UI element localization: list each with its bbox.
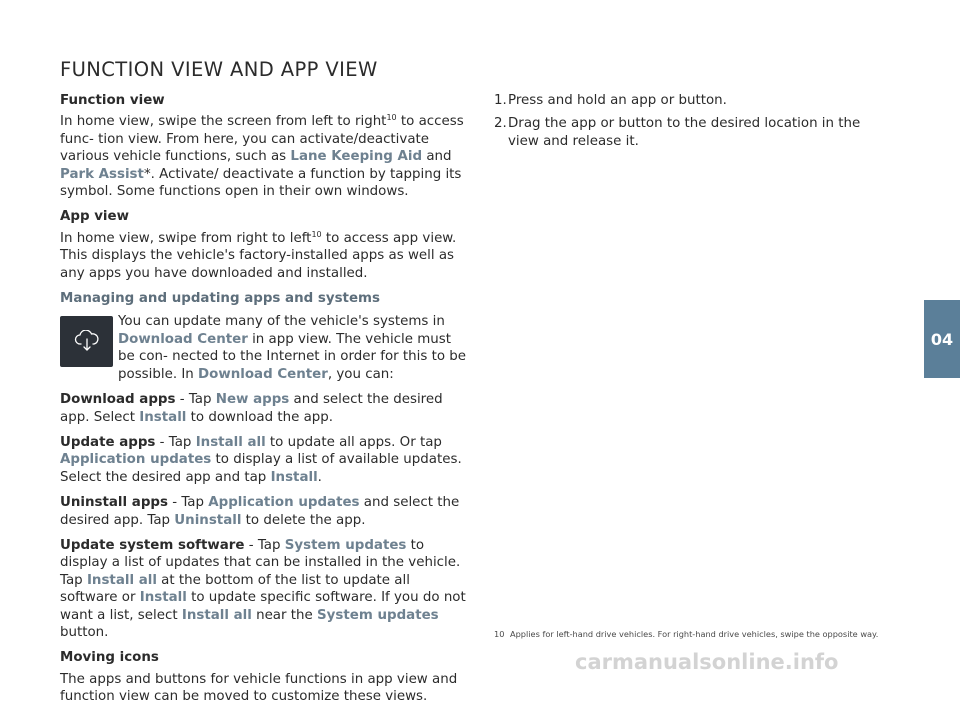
uninstall-link[interactable]: Uninstall — [174, 512, 242, 528]
step-text: Drag the app or button to the desired location in the view and release it. — [508, 116, 861, 149]
text: . — [317, 469, 322, 485]
text: In home view, swipe from right to left — [60, 230, 312, 246]
list-item — [494, 92, 894, 109]
chapter-tab[interactable] — [924, 300, 960, 378]
footnote-text: Applies for left-hand drive vehicles. For right-hand drive vehicles, swipe the opposite way. — [510, 629, 879, 639]
footnote-ref[interactable]: 10 — [386, 113, 397, 123]
text: to update all apps. Or tap — [265, 434, 442, 450]
install-all-link[interactable]: Install all — [195, 434, 266, 450]
text: *. Activate/ deactivate a function by tapping its symbol. Some functions open in their own windows. — [60, 166, 462, 200]
footnote — [494, 629, 914, 639]
park-assist-link[interactable]: Park Assist — [60, 166, 144, 182]
text: and select the desired app. Tap — [60, 495, 460, 528]
text: - Tap — [175, 392, 216, 408]
footnote-number: 10 — [494, 629, 505, 639]
footnote-ref[interactable]: 10 — [311, 229, 322, 239]
system-updates-link[interactable]: System updates — [284, 537, 407, 553]
text: to download the app. — [186, 409, 334, 425]
download-center-link[interactable]: Download Center — [198, 366, 328, 382]
text: , you can: — [327, 366, 394, 382]
moving-icons-heading: Moving icons — [60, 650, 159, 666]
moving-icons-paragraph: The apps and buttons for vehicle functions in app view and function view can be moved to customize these views. — [60, 671, 458, 705]
lane-keeping-aid-link[interactable]: Lane Keeping Aid — [290, 149, 423, 165]
managing-heading: Managing and updating apps and systems — [60, 291, 380, 307]
right-column — [494, 92, 894, 156]
cloud-download-icon-svg — [74, 330, 100, 354]
step-number: 2. — [494, 116, 507, 132]
text: You can update many of the vehicle's systems in — [118, 314, 445, 330]
update-apps-label: Update apps — [60, 434, 156, 450]
install-link[interactable]: Install — [139, 590, 187, 606]
watermark: carmanualsonline.info — [575, 650, 839, 674]
application-updates-link[interactable]: Application updates — [208, 495, 360, 511]
uninstall-apps-paragraph — [60, 494, 468, 529]
text: at the bottom of the list to update all software or — [60, 572, 410, 606]
application-updates-link[interactable]: Application updates — [60, 452, 212, 468]
system-updates-link[interactable]: System updates — [317, 607, 439, 623]
text: - Tap — [155, 434, 196, 450]
text: button. — [60, 624, 109, 640]
update-apps-paragraph — [60, 434, 468, 486]
function-view-paragraph — [60, 113, 468, 200]
new-apps-link[interactable]: New apps — [215, 392, 290, 408]
text: to access app view. This displays the vehicle's factory-installed apps as well as any apps you have downloaded and installed. — [60, 230, 457, 281]
text: - Tap — [167, 495, 209, 511]
install-link[interactable]: Install — [270, 469, 318, 485]
list-item — [494, 115, 894, 150]
uninstall-apps-label: Uninstall apps — [60, 495, 168, 511]
steps-list — [494, 92, 894, 150]
update-system-paragraph — [60, 537, 468, 641]
text: in app view. The vehicle must be con- nected to the Internet in order for this to be possible. In — [118, 331, 467, 382]
text: to delete the app. — [241, 512, 366, 528]
text: and select the desired app. Select — [60, 392, 443, 425]
chapter-tab-label: 04 — [930, 329, 954, 349]
update-system-label: Update system software — [60, 537, 245, 553]
text: to display a list of updates that can be installed in the vehicle. Tap — [60, 537, 461, 588]
download-apps-paragraph — [60, 391, 468, 426]
text: and — [422, 149, 452, 165]
text: to update specific software. If you do not want a list, select — [60, 590, 466, 623]
download-center-link[interactable]: Download Center — [118, 331, 248, 347]
text: to access func- tion view. From here, you can activate/deactivate various vehicle functions, such as — [60, 114, 464, 165]
text: to display a list of available updates. Select the desired app and tap — [60, 452, 462, 485]
step-text: Press and hold an app or button. — [508, 93, 727, 108]
install-all-link[interactable]: Install all — [86, 572, 157, 588]
text: In home view, swipe the screen from left to right — [60, 114, 387, 130]
app-view-heading: App view — [60, 209, 129, 225]
page-title: FUNCTION VIEW AND APP VIEW — [60, 58, 378, 81]
cloud-download-icon — [60, 316, 113, 367]
install-link[interactable]: Install — [139, 409, 187, 425]
left-column — [60, 92, 468, 714]
download-apps-label: Download apps — [60, 392, 176, 408]
text: - Tap — [244, 537, 285, 553]
download-center-block — [60, 313, 468, 383]
install-all-link[interactable]: Install all — [181, 607, 252, 623]
function-view-heading: Function view — [60, 93, 165, 108]
app-view-paragraph — [60, 230, 468, 282]
step-number: 1. — [494, 93, 507, 108]
text: near the — [251, 607, 318, 623]
download-center-text — [115, 313, 468, 383]
